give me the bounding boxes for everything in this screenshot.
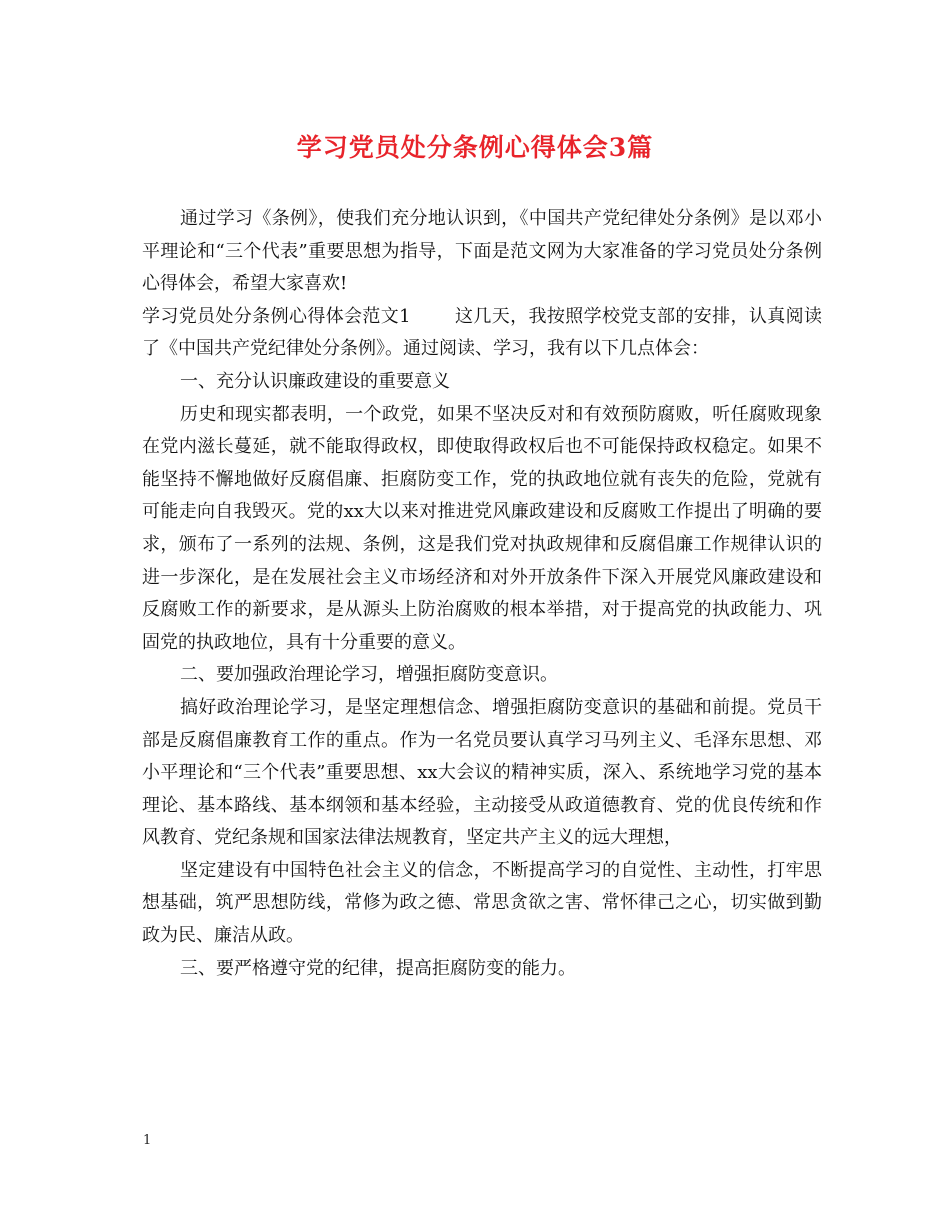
section-heading-1: 一、充分认识廉政建设的重要意义: [180, 370, 450, 392]
sample-intro-text: 这几天，我按照学校党支部的安排，认真阅读了《中国共产党纪律处分条例》。通过阅读、学习，我有以下几点体会：: [142, 305, 823, 360]
section-heading-2: 二、要加强政治理论学习，增强拒腐防变意识。: [180, 664, 558, 686]
document-body: [142, 203, 822, 985]
sample-label: 学习党员处分条例心得体会范文1: [142, 305, 411, 327]
section-heading-3: 三、要严格遵守党的纪律，提高拒腐防变的能力。: [180, 957, 576, 979]
section-1-paragraph: 历史和现实都表明，一个政党，如果不坚决反对和有效预防腐败，听任腐败现象在党内滋长蔓延，就不能取得政权，即使取得政权后也不可能保持政权稳定。如果不能坚持不懈地做好反腐倡廉、拒腐防变工作，党的执政地位就有丧失的危险，党就有可能走向自我毁灭。党的xx大以来对推进党风廉政建设和反腐败工作提出了明确的要求，颁布了一系列的法规、条例，这是我们党对执政规律和反腐倡廉工作规律认识的进一步深化，是在发展社会主义市场经济和对外开放条件下深入开展党风廉政建设和反腐败工作的新要求，是从源头上防治腐败的根本举措，对于提高党的执政能力、巩固党的执政地位，具有十分重要的意义。: [142, 403, 822, 653]
page-number: 1: [143, 1133, 152, 1148]
sample-paragraph: [142, 301, 822, 366]
section-2-paragraph: 搞好政治理论学习，是坚定理想信念、增强拒腐防变意识的基础和前提。党员干部是反腐倡廉教育工作的重点。作为一名党员要认真学习马列主义、毛泽东思想、邓小平理论和“三个代表”重要思想、xx大会议的精神实质，深入、系统地学习党的基本理论、基本路线、基本纲领和基本经验，主动接受从政道德教育、党的优良传统和作风教育、党纪条规和国家法律法规教育，坚定共产主义的远大理想，: [142, 696, 822, 849]
document-title: 学习党员处分条例心得体会3篇: [296, 133, 654, 162]
intro-paragraph: 通过学习《条例》，使我们充分地认识到，《中国共产党纪律处分条例》是以邓小平理论和“三个代表”重要思想为指导，下面是范文网为大家准备的学习党员处分条例心得体会，希望大家喜欢!: [142, 208, 822, 295]
section-2-paragraph-continued: 坚定建设有中国特色社会主义的信念，不断提高学习的自觉性、主动性，打牢思想基础，筑严思想防线，常修为政之德、常思贪欲之害、常怀律己之心，切实做到勤政为民、廉洁从政。: [142, 859, 822, 947]
